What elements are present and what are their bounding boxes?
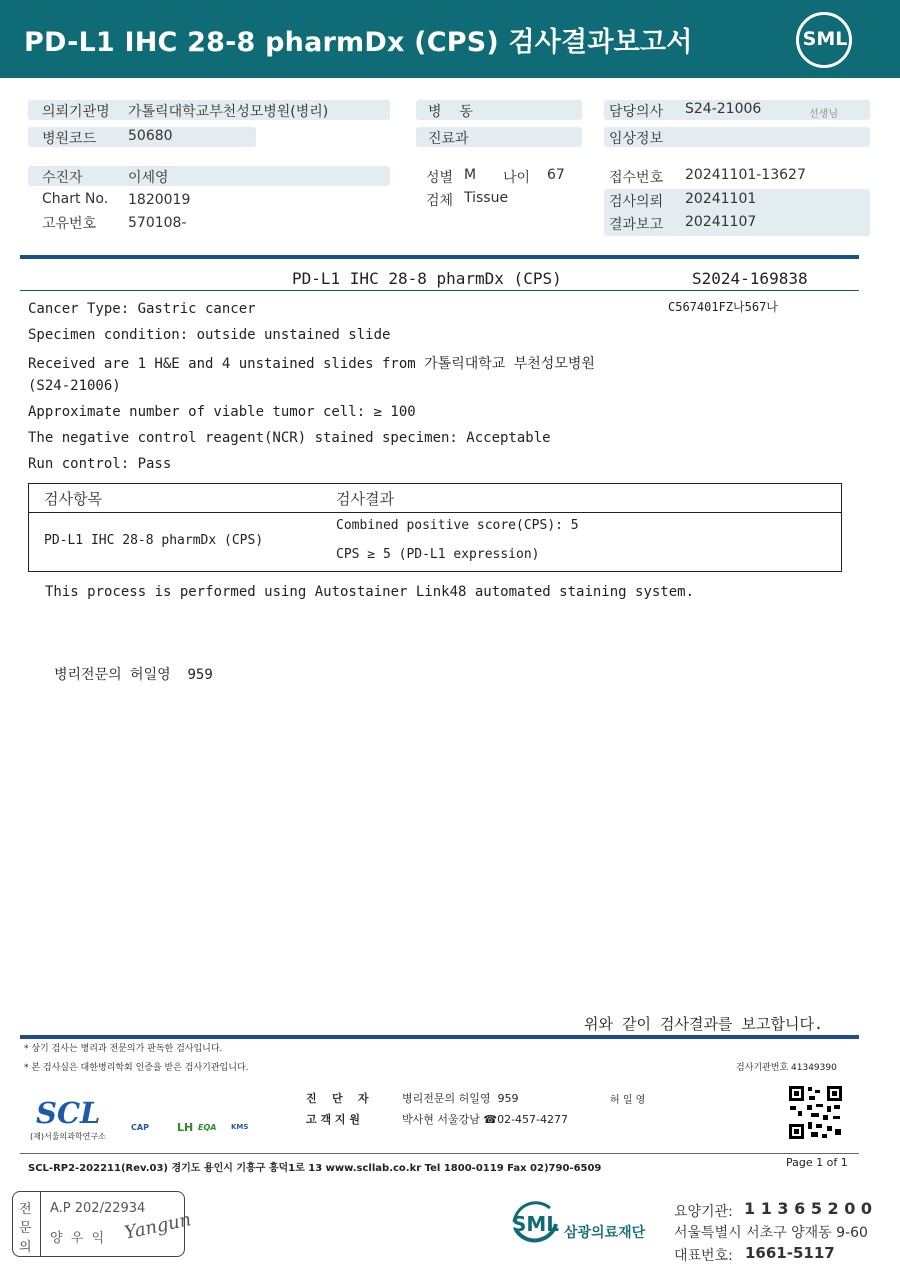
eqa-logo: EQA [198,1123,217,1132]
footer-bottom-rule [20,1153,859,1154]
stamp-signature: Yangun [122,1209,193,1244]
stamp-number: A.P 202/22934 [50,1201,146,1216]
report-line: Received are 1 H&E and 4 unstained slides from 가톨릭대학교 부천성모병원 [28,356,595,372]
stamp-name: 양 우 익 [50,1231,105,1246]
yoyang-number: 1 1 3 6 5 2 0 0 [744,1199,873,1218]
page-info: Page 1 of 1 [786,1156,848,1169]
result-table-divider [28,512,842,513]
report-date-label: 결과보고 [609,217,664,233]
receipt-label: 접수번호 [609,170,664,186]
report-line: Specimen condition: outside unstained slide [28,327,391,343]
report-line: The negative control reagent(NCR) stained specimen: Acceptable [28,430,551,446]
section-rule [20,255,859,259]
stamp-side-char: 의 [19,1240,32,1255]
tel-label: 대표번호: [674,1248,733,1264]
receipt-value: 20241101-13627 [685,167,806,183]
sml-bottom-logo: SML [512,1212,560,1236]
doctor-value: S24-21006 [685,101,762,117]
diag-label: 진 단 자 [306,1092,369,1105]
org-address: 서울특별시 서초구 양재동 9-60 [674,1225,868,1241]
title-rule [20,290,859,291]
institution-value: 가톨릭대학교부천성모병원(병리) [128,104,329,120]
clinical-label: 임상정보 [609,131,664,147]
chart-value: 1820019 [128,192,191,208]
age-label: 나이 [503,170,531,186]
cap-logo: CAP [131,1123,149,1132]
id-value: 570108- [128,215,187,231]
dept-label: 진료과 [428,131,469,147]
request-label: 검사의뢰 [609,194,664,210]
cs-value: 박사현 서울강남 ☎02-457-4277 [402,1113,569,1126]
specimen-label: 검체 [426,193,454,209]
patient-value: 이세영 [128,170,169,186]
diag-signature: 허 일 영 [610,1095,646,1106]
id-label: 고유번호 [42,216,97,232]
pathologist-line: 병리전문의 허일영 959 [54,667,213,683]
sex-label: 성별 [426,170,454,186]
report-line: (S24-21006) [28,378,121,394]
sml-logo-text: SML [802,28,848,50]
footer-rule [20,1035,859,1039]
sml-org-name: 삼광의료재단 [564,1225,646,1241]
stamp-side-char: 문 [19,1221,32,1236]
hospital-code-value: 50680 [128,128,173,144]
scl-logo: SCL [36,1096,101,1130]
kms-logo: KMS [231,1123,249,1131]
lh-logo: LH [177,1121,194,1134]
report-line: Run control: Pass [28,456,172,472]
hospital-code-label: 병원코드 [42,131,97,147]
sex-value: M [464,167,477,183]
ward-label: 병 동 [428,104,473,120]
col-header-item: 검사항목 [44,490,102,508]
age-value: 67 [547,167,565,183]
scl-name: (재)서울의과학연구소 [30,1132,106,1141]
test-item: PD-L1 IHC 28-8 pharmDx (CPS) [44,533,264,548]
test-title: PD-L1 IHC 28-8 pharmDx (CPS) [292,269,562,288]
report-line: Approximate number of viable tumor cell: ≥ 100 [28,404,416,420]
footer-note-1: * 상기 검사는 병리과 전문의가 판독한 검사입니다. [24,1044,223,1054]
tel-number: 1661-5117 [745,1244,835,1262]
institution-label: 의뢰기관명 [42,104,110,120]
stamp-divider [40,1191,41,1257]
stamp-side-char: 전 [19,1202,32,1217]
process-note: This process is performed using Autostainer Link48 automated staining system. [45,584,695,600]
yoyang-label: 요양기관: [674,1204,733,1220]
specimen-code: C567401FZ나567나 [668,300,778,314]
page-title: PD-L1 IHC 28-8 pharmDx (CPS) 검사결과보고서 [24,27,693,58]
report-date-value: 20241107 [685,214,757,230]
report-number: S2024-169838 [692,269,808,288]
result-score: Combined positive score(CPS): 5 [336,518,579,533]
doctor-label: 담당의사 [609,104,664,120]
agency-number: 검사기관번호 41349390 [736,1063,837,1073]
result-interpretation: CPS ≥ 5 (PD-L1 expression) [336,547,540,562]
request-value: 20241101 [685,191,757,207]
report-statement: 위와 같이 검사결과를 보고합니다. [584,1015,823,1033]
form-address-line: SCL-RP2-202211(Rev.03) 경기도 용인시 기흥구 흥덕1로 13 www.scllab.co.kr Tel 1800-0119 Fax 02)790-6509 [28,1163,602,1174]
doctor-suffix: 선생님 [809,109,838,120]
report-line: Cancer Type: Gastric cancer [28,301,256,317]
chart-label: Chart No. [42,191,109,207]
patient-label: 수진자 [42,170,83,186]
specimen-value: Tissue [464,190,509,206]
qr-code-icon [787,1084,844,1141]
cs-label: 고 객 지 원 [306,1113,360,1126]
footer-note-2: * 본 검사실은 대한병리학회 인증을 받은 검사기관입니다. [24,1063,249,1073]
col-header-result: 검사결과 [336,490,394,508]
diag-value: 병리전문의 허일영 959 [402,1092,519,1105]
